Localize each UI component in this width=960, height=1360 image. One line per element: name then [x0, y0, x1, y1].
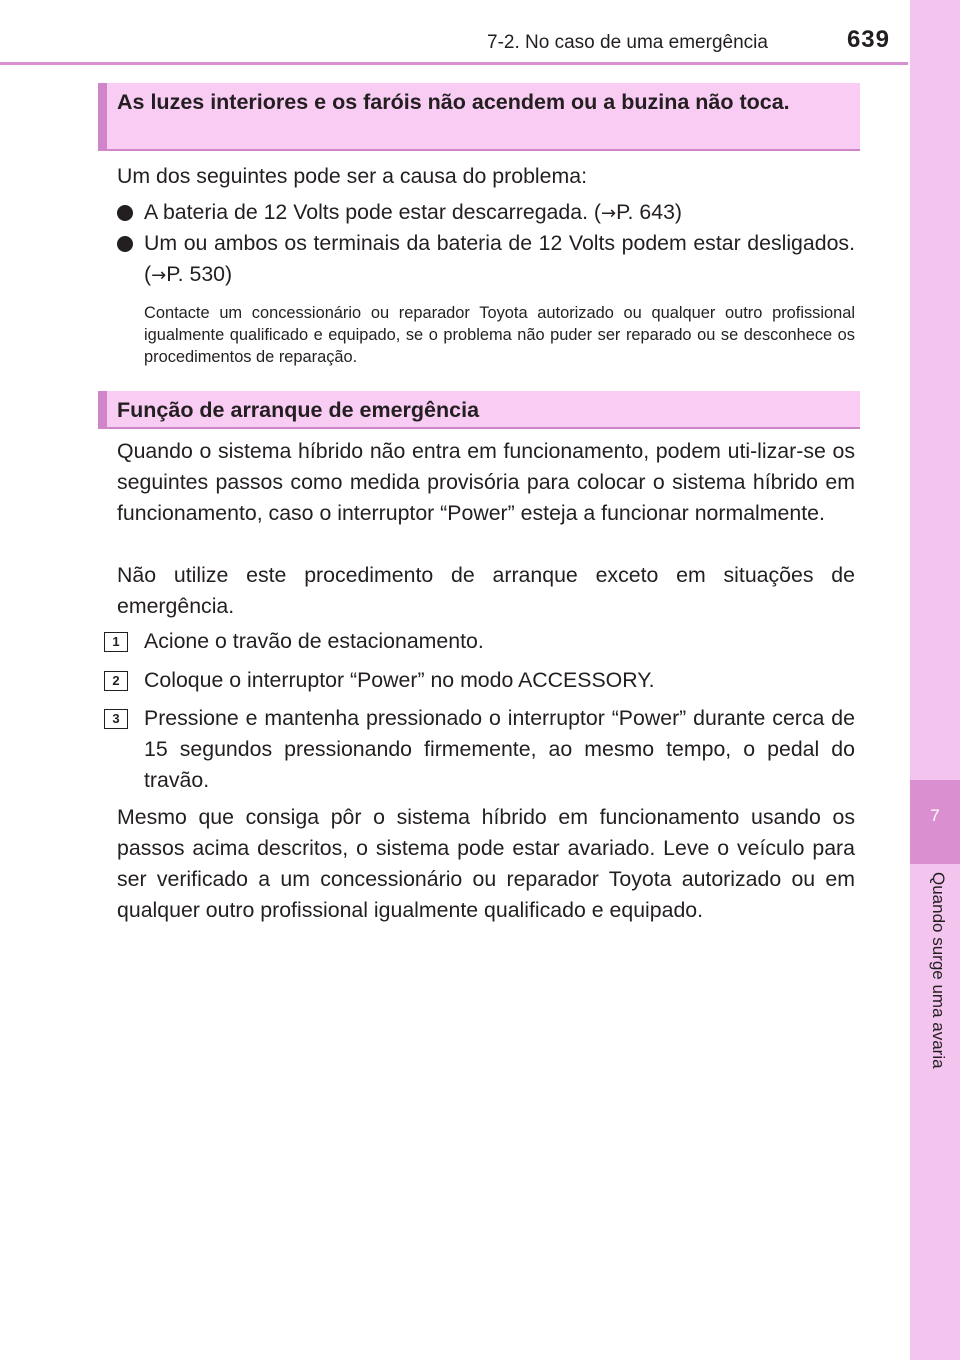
- bullet-dot-icon: [117, 205, 133, 221]
- step-item: [104, 703, 855, 796]
- bullet-item: [117, 197, 855, 229]
- chapter-number: 7: [910, 780, 960, 864]
- step-text: Pressione e mantenha pressionado o interruptor “Power” durante cerca de 15 segundos pressionando firmemente, ao mesmo tempo, o pedal do travão.: [144, 706, 855, 792]
- section2-paragraph-2: Não utilize este procedimento de arranque exceto em situações de emergência.: [117, 563, 855, 618]
- section2-paragraph-1: Quando o sistema híbrido não entra em funcionamento, podem uti-lizar-se os seguintes passos como medida provisória para colocar o sistema híbrido em funcionamento, caso o interruptor “Power” esteja a funcionar normalmente.: [117, 439, 855, 525]
- section-title-lights-horn: As luzes interiores e os faróis não acendem ou a buzina não toca.: [98, 83, 860, 151]
- step-text: Coloque o interruptor “Power” no modo ACCESSORY.: [144, 668, 655, 692]
- step-number-badge: 1: [104, 632, 128, 652]
- section2-closing: Mesmo que consiga pôr o sistema híbrido em funcionamento usando os passos acima descritos, o sistema pode estar avariado. Leve o veículo para ser verificado a um concessionário ou reparador Toyota autorizado ou em qualquer outro profissional igualmente qualificado e equipado.: [117, 805, 855, 922]
- bullet-item: [117, 228, 855, 291]
- header-section-title: 7-2. No caso de uma emergência: [487, 32, 768, 53]
- section1-intro: Um dos seguintes pode ser a causa do problema:: [117, 164, 587, 188]
- header-rule: [0, 62, 908, 65]
- page-reference[interactable]: P. 643): [616, 200, 683, 224]
- bullet-dot-icon: [117, 236, 133, 252]
- page-number: 639: [846, 26, 890, 53]
- step-number-badge: 2: [104, 671, 128, 691]
- section-title-emergency-start: Função de arranque de emergência: [98, 391, 860, 429]
- service-note: Contacte um concessionário ou reparador Toyota autorizado ou qualquer outro profissional igualmente qualificado e equipado, se o problema não puder ser reparado ou se desconhece os procedimentos de reparação.: [144, 304, 855, 366]
- step-number-badge: 3: [104, 709, 128, 729]
- arrow-right-icon: →: [151, 265, 167, 286]
- bullet-text: A bateria de 12 Volts pode estar descarregada. (: [144, 200, 601, 224]
- page-reference[interactable]: P. 530): [166, 262, 233, 286]
- chapter-title: Quando surge uma avaria: [929, 872, 948, 1069]
- step-item: [104, 626, 855, 657]
- bullet-text: Um ou ambos os terminais da bateria de 12 Volts podem estar desligados. (: [144, 231, 855, 286]
- chapter-side-tab: [910, 0, 960, 1360]
- arrow-right-icon: →: [601, 203, 617, 224]
- step-item: [104, 665, 855, 696]
- step-text: Acione o travão de estacionamento.: [144, 629, 484, 653]
